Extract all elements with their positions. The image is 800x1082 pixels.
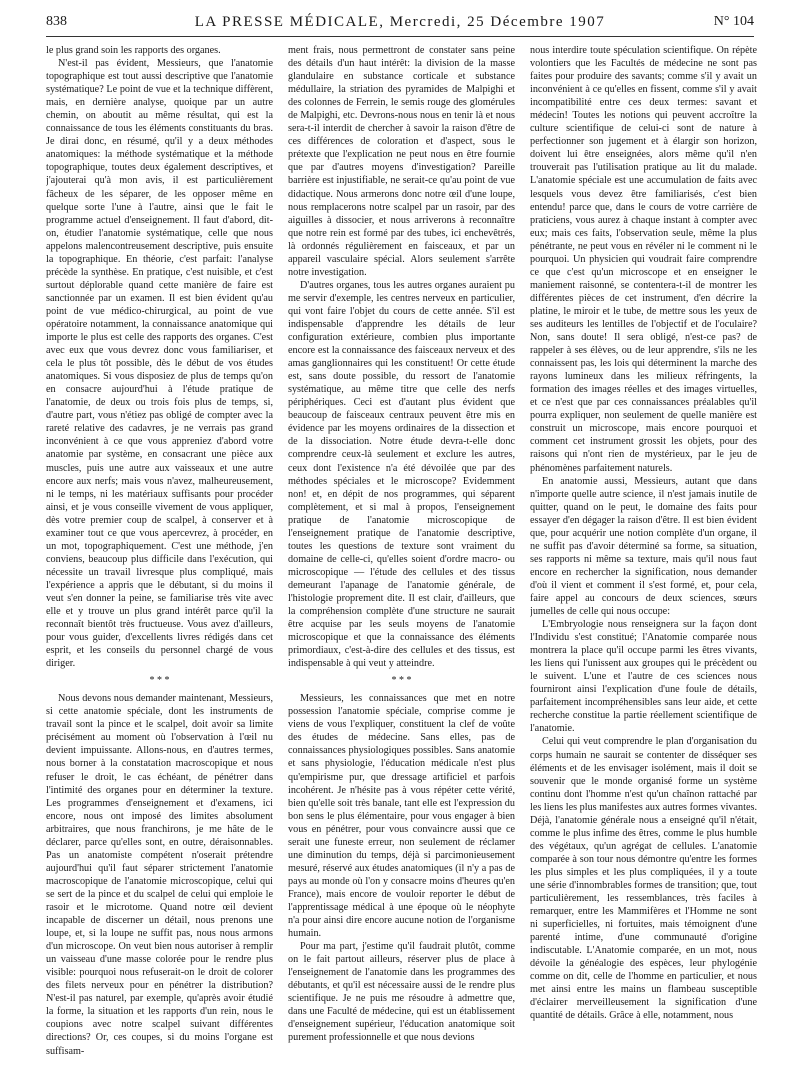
section-separator: * * *: [149, 675, 170, 687]
header-rule: [46, 36, 754, 37]
page-header: [46, 14, 754, 34]
issue-number: N° 104: [713, 14, 754, 29]
section-separator: * * *: [391, 675, 412, 687]
paragraph: Celui qui veut comprendre le plan d'organisation du corps humain ne saurait se contenter de disséquer ses éléments et de les envisager isolément, mais il doit se souvenir que le monde organisé forme un système continu dont l'homme n'est qu'un chaînon rattaché par les liens les plus manifestes aux autres formes vivantes. Déjà, l'anatomie générale nous a enseigné qu'il n'était, comme le plus infime des êtres, comme le plus humble des végétaux, qu'un agrégat de cellules. L'anatomie comparée à son tour nous démontre qu'entre les formes les plus simples et les plus compliquées, il y a toute une série d'innombrables formes de transition; que, tout particulièrement, les ressemblances, très faciles à remarquer, entre les Mammifères et l'Homme ne sont ni superficielles, ni fortuites, mais témoignent d'une parenté intime, d'une communauté d'origine indiscutable. L'Anatomie comparée, en un mot, nous dévoile la généalogie des espèces, leur phylogénie comme on dit, celle de l'homme en particulier, et nous met ainsi entre les mains un flambeau susceptible d'éclairer merveilleusement la signification d'une quantité de détails. Grâce à elle, notamment, nous: [530, 736, 757, 1022]
paragraph: ment frais, nous permettront de constater sans peine des détails d'un haut intérêt: la division de la masse glandulaire en substance corticale et substance médullaire, la striation des pyramides de Malpighi et des colonnes de Ferrein, le semis rouge des glomérules de Malpighi, etc. Devrons-nous nous en tenir là et nous sera-t-il interdit de chercher à savoir la raison d'être de ces différences de coloration et d'aspect, sous le prétexte que l'explication ne peut nous en être fournie que par d'autres moyens d'investigation? Pareille barrière est injustifiable, ne serait-ce qu'au point de vue didactique. Nous armerons donc notre œil d'une loupe, nous remplacerons notre scalpel par un rasoir, par des aiguilles à dissocier, et nous arriverons à reconnaître que notre rein est formé par des tubes, ici enchevêtrés, là ordonnés régulièrement en faisceaux, et par un appareil vasculaire spécial. Alors seulement s'arrête notre investigation.: [288, 45, 515, 278]
paragraph: L'Embryologie nous renseignera sur la façon dont l'Individu s'est constitué; l'Anatomie comparée nous montrera la place qu'il occupe parmi les êtres vivants, les liens qui l'unissent aux groupes qui le précèdent ou le suivent. L'une et l'autre de ces sciences nous fourniront ainsi l'explication d'une foule de détails, parfaitement incompréhensibles sans leur aide, et cette recherche constitue la partie réellement scientifique de l'anatomie.: [530, 619, 757, 735]
column-right: [530, 44, 757, 1074]
paragraph: le plus grand soin les rapports des organes.: [46, 45, 221, 56]
journal-title: LA PRESSE MÉDICALE, Mercredi, 25 Décembre 1907: [194, 14, 606, 30]
paragraph: D'autres organes, tous les autres organes auraient pu me servir d'exemple, les centres nerveux en particulier, qui vont faire l'objet du cours de cette année. S'il est indispensable d'apprendre les détails de leur configuration extérieure, combien plus importante encore est la connaissance des faisceaux nerveux et des amas ganglionnaires qui les constituent! Or cette étude est, sans doute possible, du ressort de l'anatomie systématique, au même titre que celle des nerfs périphériques. Ceci est d'autant plus évident que beaucoup de faisceaux centraux peuvent être mis en évidence par les moyens ordinaires de la dissection et de la dissociation. Notre étude devra-t-elle donc comprendre ceux-là seulement et exclure les autres, ceux dont l'existence n'a été dévoilée que par des méthodes spéciales et le microscope? Evidemment non! et, en dépit de nos programmes, qui séparent complètement, et si mal à propos, l'enseignement pratique de l'anatomie microscopique de l'enseignement pratique de l'anatomie descriptive, toutes les questions de texture sont vraiment du domaine de celle-ci, qu'elles soient d'ordre macro- ou microscopique — l'étude des cellules et des tissus demeurant l'apanage de l'anatomie générale, de l'histologie proprement dite. Il est clair, d'ailleurs, que la compréhension complète d'une structure ne saurait être acquise par les seuls moyens de l'anatomie microscopique et que la connaissance des éléments primordiaux, c'est-à-dire des cellules et des tissus, est indispensable à qui veut y atteindre.: [288, 279, 515, 670]
paragraph: Nous devons nous demander maintenant, Messieurs, si cette anatomie spéciale, dont les instruments de travail sont la pince et le scalpel, doit avoir sa limite précisément au moment où l'observation à l'œil nu devient impuissante. Allons-nous, en d'autres termes, nous borner à la constatation macroscopique et nous refuser le droit, le cas échéant, de pénétrer dans l'intimité des organes pour en déterminer la texture. Les programmes d'enseignement et d'examens, ici encore, nous ont imposé des limites absolument arbitraires, que nous franchirons, je me hâte de le déclarer, parce qu'elles sont, en outre, déraisonnables. Pas un anatomiste compétent n'oserait prétendre aujourd'hui qu'il faut séparer strictement l'anatomie macroscopique de l'anatomie microscopique, celui qui se sert de la pince et du scalpel de celui qui emploie le rasoir et le microtome. Quand notre œil devient incapable de discerner un détail, nous prenons une loupe, et, si la loupe ne suffit pas, nous nous armons d'un microscope. On veut bien nous autoriser à remplir un vaisseau d'une masse colorée pour le rendre plus visible: pourquoi nous refuserait-on le droit de colorer des filets nerveux pour en pénétrer la distribution? N'est-il pas naturel, par exemple, qu'après avoir étudié la forme, la situation et les rapports d'un rein, nous le coupions avec notre scalpel suivant différentes directions? Or, ces coupes, si du moins l'organe est suffisam-: [46, 693, 273, 1057]
paragraph: nous interdire toute spéculation scientifique. On répète volontiers que les Facultés de médecine ne sont pas faites pour produire des savants; comme s'il y avait un inconvénient à ce qu'elles en fissent, comme s'il y avait incompatibilité entre ces deux termes: savant et médecin! Toutes les notions qui peuvent accroître la culture scientifique de celui-ci sont de nature à perfectionner son jugement et à élargir son horizon, doivent lui être enseignées, alors même qu'il n'en trouverait pas l'utilisation pratique au lit du malade. L'anatomie spéciale est une accumulation de faits avec lesquels vous devez être familiarisés, c'est bien entendu! parce que, dans le cours de votre carrière de praticiens, vous aurez à chaque instant à compter avec eux; mais ces faits, l'observation seule, même la plus pénétrante, ne peut vous en révéler ni le comment ni le pourquoi. Un physicien qui voudrait faire comprendre ce que c'est qu'un microscope et en enseigner le maniement raisonné, se contentera-t-il de montrer les différentes pièces de cet instrument, d'en décrire la platine, le miroir et le tube, de mettre sous les yeux de ses auditeurs les lentilles de l'objectif et de l'oculaire? Non, sans doute! Il sera obligé, n'est-ce pas? de rappeler à ses élèves, ou de leur apprendre, s'ils ne les connaissent pas, les lois qui déterminent la marche des rayons lumineux dans les milieux réfringents, la formation des images réelles et des images virtuelles, et ce n'est que par ces connaissances préalables qu'il pourra expliquer, non seulement de quelle manière est construit un microscope, mais encore pourquoi et comment cet instrument grossit les objets, pour des raisons qui n'ont rien de mystérieux, par le jeu de phénomènes parfaitement naturels.: [530, 45, 757, 474]
paragraph: Pour ma part, j'estime qu'il faudrait plutôt, comme on le fait partout ailleurs, réserver plus de place à l'enseignement de l'anatomie dans les programmes des débutants, et qu'il est nécessaire aussi de le rendre plus scientifique. Je ne puis me résoudre à admettre que, dans une Faculté de médecine, qui est un établissement d'enseignement supérieur, l'éducation anatomique soit purement professionnelle et que nous devions: [288, 941, 515, 1044]
paragraph: Messieurs, les connaissances que met en notre possession l'anatomie spéciale, comprise comme je viens de vous l'expliquer, constituent la clef de voûte des études de médecine. Sans elles, pas de connaissances physiologiques possibles. Sans anatomie et sans physiologie, l'éducation médicale n'est plus qu'empirisme pur, que dressage artificiel et parfois incohérent. Je n'hésite pas à vous répéter cette vérité, bien qu'elle soit très banale, tant elle est l'expression du bon sens le plus élémentaire, pour vous engager à bien vous en pénétrer, pour vous convaincre aussi que ce serait une funeste erreur, non seulement de réclamer une diminution du temps, déjà si parcimonieusement mesuré, réservé aux études anatomiques (il n'y a pas de pays au monde où l'on y consacre moins d'heures qu'en France), mais encore de vouloir reporter le début de l'apprentissage médical à une époque où le néophyte n'a pour ainsi dire encore aucune notion de l'organisme humain.: [288, 693, 515, 940]
page-number: 838: [46, 14, 67, 29]
column-middle: [288, 44, 515, 1074]
column-left: [46, 44, 273, 1074]
paragraph: En anatomie aussi, Messieurs, autant que dans n'importe quelle autre science, il n'est jamais inutile de quitter, quand on le peut, le domaine des faits pour essayer d'en dégager la raison d'être. Il est bien évident que, pour acquérir une notion complète d'un organe, il ne suffit pas d'avoir déterminé sa forme, sa situation, ses rapports ni même sa texture, mais qu'il nous faut encore en rechercher la signification, nous demander d'où il vient et comment il s'est formé, et, pour cela, faire appel au concours de deux sciences, sœurs jumelles de celle qui nous occupe:: [530, 475, 757, 618]
paragraph: N'est-il pas évident, Messieurs, que l'anatomie topographique est tout aussi descriptive que l'anatomie systématique? Le point de vue et la technique diffèrent, mais, en dernière analyse, quoique par un autre chemin, on aboutit au même résultat, qui est la connaissance de tous les éléments constituants du bras. Je dirai donc, en résumé, qu'il y a deux méthodes anatomiques: la méthode systématique et la méthode topographique, toutes deux également descriptives, et j'ajouterai qu'à mon avis, il est particulièrement fâcheux de les séparer, de les opposer même en quelque sorte l'une à l'autre, ainsi que le fait le programme actuel d'enseignement. Il faut d'abord, dit-on, étudier l'anatomie systématique, celle que nous appelons malencontreusement descriptive, puis ensuite la topographique. En théorie, c'est parfait: l'analyse précède la synthèse. En pratique, c'est nuisible, et c'est surtout déplorable quand cette manière de faire est sanctionnée par un examen. Il est bien évident qu'au point de vue médico-chirurgical, au point de vue opératoire notamment, la connaissance anatomique qui importe le plus est celle des rapports des organes. C'est avec eux que vous devrez donc vous familiariser, et cela le plus tôt possible, dès le début de vos études anatomiques. Si vous disposiez de plus de temps qu'on en consacre aujourd'hui à l'étude pratique de l'anatomie, de deux ou trois fois plus de temps, si, d'autre part, vous n'étiez pas obligé de compter avec la rareté relative des cadavres, je ne verrais pas grand inconvénient à ce que vous appreniez d'abord votre anatomie par système, en consacrant une pièce aux muscles, puis une autre aux vaisseaux et une autre encore aux nerfs; mais vous n'avez, malheureusement, ni le temps, ni les matériaux suffisants pour procéder ainsi, et je vous conseille vivement de vous appliquer, dès votre premier coup de scalpel, à conserver et à examiner tout ce que vous apercevrez, à procéder, en un mot, topographiquement. C'est une méthode, j'en conviens, beaucoup plus difficile dans l'exécution, qui nécessite un travail livresque plus compliqué, mais l'expérience a appris que le débutant, si du moins il veut s'en donner la peine, se familiarise très vite avec elle et y trouve un plus grand intérêt parce qu'il la reconnaît bientôt très fructueuse. Vous avez d'ailleurs, pour vous guider, d'excellents livres rédigés dans cet esprit, et les conseils du personnel chargé de vous diriger.: [46, 58, 273, 670]
